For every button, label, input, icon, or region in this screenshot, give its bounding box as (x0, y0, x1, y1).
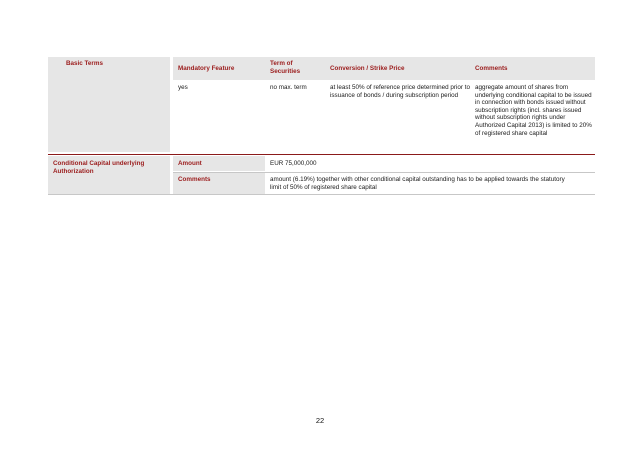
basic-terms-label-cell (48, 57, 170, 152)
value-conversion-strike-price: at least 50% of reference price determined prior to issuance of bonds / during subscription period (330, 84, 471, 99)
page-number: 22 (315, 416, 325, 425)
amount-row-divider (173, 172, 595, 173)
header-mandatory-feature: Mandatory Feature (178, 65, 235, 72)
conditional-capital-row-label: Conditional Capital underlying Authorization (53, 160, 145, 175)
header-conversion-strike-price: Conversion / Strike Price (330, 65, 405, 72)
value-comments: aggregate amount of shares from underlying conditional capital to be issued in connection with bonds issued without subscription rights (incl. shares issued without subscription rights under Authorized Capital 2013) is limited to 20% of registered share capital (475, 84, 592, 137)
section-divider (48, 154, 595, 155)
basic-terms-row-label: Basic Terms (66, 60, 103, 67)
header-comments: Comments (475, 65, 508, 72)
amount-value: EUR 75,000,000 (270, 160, 317, 167)
amount-label: Amount (178, 160, 202, 167)
table-bottom-rule (48, 194, 595, 195)
value-term-of-securities: no max. term (270, 84, 307, 91)
comments-label: Comments (178, 176, 211, 183)
header-term-of-securities: Term of Securities (270, 60, 301, 75)
comments-value: amount (6.19%) together with other conditional capital outstanding has to be applied towards the statutory limit of 50% of registered share capital (270, 176, 565, 191)
value-mandatory-feature: yes (178, 84, 188, 91)
